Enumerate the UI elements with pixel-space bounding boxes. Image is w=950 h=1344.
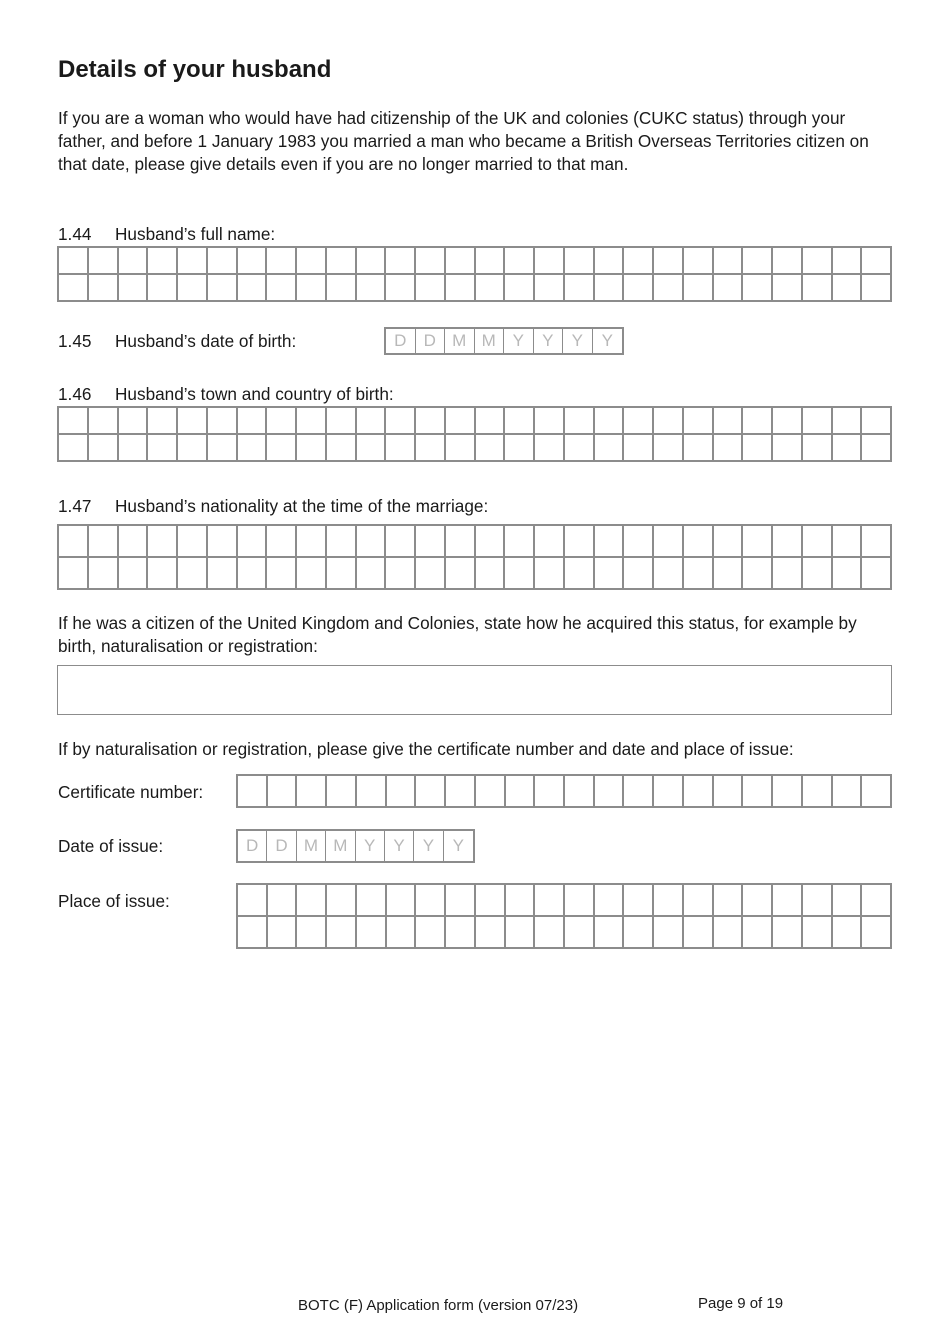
char-box[interactable] (803, 435, 833, 462)
char-box[interactable] (565, 558, 595, 590)
char-box[interactable] (238, 917, 268, 949)
date-of-issue-field[interactable] (236, 829, 475, 863)
char-box[interactable] (327, 275, 357, 302)
char-box[interactable] (506, 885, 536, 917)
char-box[interactable] (327, 408, 357, 435)
char-box[interactable] (119, 408, 149, 435)
char-box[interactable] (267, 526, 297, 558)
char-box[interactable] (386, 408, 416, 435)
char-box[interactable] (476, 248, 506, 275)
husband-nationality-field[interactable] (57, 524, 892, 590)
char-box[interactable] (416, 275, 446, 302)
char-box[interactable] (565, 526, 595, 558)
char-box[interactable] (208, 408, 238, 435)
char-box[interactable] (714, 408, 744, 435)
char-box[interactable] (595, 526, 625, 558)
char-box[interactable] (386, 275, 416, 302)
char-box[interactable] (119, 558, 149, 590)
char-box[interactable] (565, 275, 595, 302)
char-box[interactable] (59, 248, 89, 275)
footer-page-number: Page 9 of 19 (698, 1295, 784, 1312)
char-box[interactable] (684, 248, 714, 275)
char-box[interactable] (565, 776, 595, 808)
char-box[interactable] (119, 275, 149, 302)
char-box[interactable] (119, 526, 149, 558)
q144-number: 1.44 (58, 224, 92, 244)
char-box[interactable] (89, 275, 119, 302)
char-box[interactable] (565, 435, 595, 462)
char-box[interactable] (654, 885, 684, 917)
char-box[interactable] (386, 526, 416, 558)
char-box[interactable] (208, 248, 238, 275)
char-box[interactable] (148, 526, 178, 558)
char-box[interactable] (148, 558, 178, 590)
char-box[interactable] (743, 558, 773, 590)
date-cell[interactable]: Y (385, 831, 414, 861)
char-box[interactable] (238, 526, 268, 558)
char-box[interactable] (624, 885, 654, 917)
char-box[interactable] (267, 408, 297, 435)
char-box[interactable] (624, 558, 654, 590)
char-box[interactable] (416, 885, 446, 917)
char-box[interactable] (148, 275, 178, 302)
char-box[interactable] (416, 917, 446, 949)
char-box[interactable] (684, 885, 714, 917)
char-box[interactable] (862, 776, 892, 808)
char-box[interactable] (505, 526, 535, 558)
char-box[interactable] (535, 408, 565, 435)
char-box[interactable] (416, 776, 446, 808)
char-box[interactable] (565, 885, 595, 917)
char-box[interactable] (357, 275, 387, 302)
char-box[interactable] (803, 408, 833, 435)
char-box[interactable] (743, 408, 773, 435)
intro-paragraph: If you are a woman who would have had citizenship of the UK and colonies (CUKC status) through your father, and before 1 January 1983 you married a man who became a British Overseas Territories citizen on that date, please give details even if you are no longer married to that man. (58, 108, 869, 174)
char-box[interactable] (297, 917, 327, 949)
char-box[interactable] (268, 885, 298, 917)
char-box[interactable] (505, 248, 535, 275)
char-box[interactable] (297, 526, 327, 558)
char-box[interactable] (803, 776, 833, 808)
char-box[interactable] (684, 917, 714, 949)
cukc-question: If he was a citizen of the United Kingdom and Colonies, state how he acquired this status, for example by birth, naturalisation or registration: (58, 613, 857, 656)
char-box[interactable] (178, 408, 208, 435)
char-box[interactable] (684, 776, 714, 808)
date-cell[interactable]: M (445, 329, 475, 353)
char-box[interactable] (238, 435, 268, 462)
char-box[interactable] (595, 408, 625, 435)
char-box[interactable] (297, 776, 327, 808)
char-box[interactable] (595, 776, 625, 808)
char-box[interactable] (178, 248, 208, 275)
char-box[interactable] (565, 248, 595, 275)
char-box[interactable] (506, 917, 536, 949)
char-box[interactable] (357, 558, 387, 590)
date-cell[interactable]: Y (601, 331, 613, 350)
char-box[interactable] (208, 558, 238, 590)
char-box[interactable] (535, 435, 565, 462)
char-box[interactable] (387, 885, 417, 917)
char-box[interactable] (357, 248, 387, 275)
char-box[interactable] (327, 558, 357, 590)
char-box[interactable] (416, 408, 446, 435)
date-cell[interactable]: M (326, 831, 355, 861)
certificate-intro: If by naturalisation or registration, please give the certificate number and date and place of issue: (58, 739, 794, 759)
char-box[interactable] (505, 558, 535, 590)
char-box[interactable] (416, 248, 446, 275)
char-box[interactable] (119, 248, 149, 275)
char-box[interactable] (624, 408, 654, 435)
char-box[interactable] (535, 885, 565, 917)
char-box[interactable] (535, 275, 565, 302)
char-box[interactable] (387, 917, 417, 949)
char-box[interactable] (476, 776, 506, 808)
q147-label (58, 496, 488, 516)
char-box[interactable] (446, 408, 476, 435)
char-box[interactable] (476, 435, 506, 462)
q147-number: 1.47 (58, 496, 92, 516)
char-box[interactable] (416, 526, 446, 558)
char-box[interactable] (862, 248, 892, 275)
char-box[interactable] (208, 275, 238, 302)
char-box[interactable] (148, 408, 178, 435)
place-of-issue-label: Place of issue: (58, 891, 170, 911)
q146-label (58, 384, 394, 404)
char-box[interactable] (446, 917, 476, 949)
char-box[interactable] (268, 917, 298, 949)
char-box[interactable] (803, 558, 833, 590)
char-box[interactable] (446, 435, 476, 462)
date-cell[interactable]: Y (534, 329, 564, 353)
date-cell[interactable]: D (267, 831, 296, 861)
char-box[interactable] (238, 275, 268, 302)
char-box[interactable] (595, 248, 625, 275)
char-box[interactable] (595, 558, 625, 590)
date-cell[interactable]: M (297, 831, 326, 861)
q144-text: Husband’s full name: (115, 224, 276, 244)
date-cell[interactable]: Y (452, 836, 464, 855)
char-box[interactable] (743, 248, 773, 275)
cukc-acquisition-field[interactable] (57, 665, 892, 715)
char-box[interactable] (327, 776, 357, 808)
char-box[interactable] (476, 885, 506, 917)
char-box[interactable] (505, 435, 535, 462)
char-box[interactable] (505, 275, 535, 302)
footer-form-name: BOTC (F) Application form (version 07/23) (298, 1297, 579, 1314)
char-box[interactable] (89, 435, 119, 462)
char-box[interactable] (565, 408, 595, 435)
char-box[interactable] (386, 248, 416, 275)
date-cell[interactable]: Y (414, 831, 443, 861)
char-box[interactable] (862, 526, 892, 558)
char-box[interactable] (148, 435, 178, 462)
char-box[interactable] (803, 248, 833, 275)
char-box[interactable] (654, 526, 684, 558)
char-box[interactable] (148, 248, 178, 275)
q147-text: Husband’s nationality at the time of the marriage: (115, 496, 489, 516)
char-box[interactable] (624, 776, 654, 808)
char-box[interactable] (803, 526, 833, 558)
char-box[interactable] (862, 408, 892, 435)
char-box[interactable] (714, 917, 744, 949)
char-box[interactable] (862, 917, 892, 949)
char-box[interactable] (862, 885, 892, 917)
char-box[interactable] (59, 526, 89, 558)
date-cell[interactable]: Y (563, 329, 593, 353)
char-box[interactable] (624, 435, 654, 462)
char-box[interactable] (595, 275, 625, 302)
char-box[interactable] (59, 408, 89, 435)
char-box[interactable] (773, 526, 803, 558)
char-box[interactable] (595, 917, 625, 949)
char-box[interactable] (684, 526, 714, 558)
char-box[interactable] (773, 776, 803, 808)
char-box[interactable] (862, 275, 892, 302)
char-box[interactable] (714, 275, 744, 302)
char-box[interactable] (446, 275, 476, 302)
char-box[interactable] (773, 558, 803, 590)
char-box[interactable] (773, 275, 803, 302)
char-box[interactable] (476, 917, 506, 949)
char-box[interactable] (59, 558, 89, 590)
date-cell[interactable]: D (416, 329, 446, 353)
char-box[interactable] (238, 776, 268, 808)
q145-number: 1.45 (58, 331, 92, 351)
char-box[interactable] (773, 248, 803, 275)
char-box[interactable] (654, 435, 684, 462)
char-box[interactable] (59, 435, 89, 462)
char-box[interactable] (208, 526, 238, 558)
char-box[interactable] (297, 558, 327, 590)
char-box[interactable] (654, 558, 684, 590)
char-box[interactable] (684, 275, 714, 302)
char-box[interactable] (327, 526, 357, 558)
char-box[interactable] (446, 776, 476, 808)
char-box[interactable] (89, 248, 119, 275)
char-box[interactable] (595, 435, 625, 462)
char-box[interactable] (624, 248, 654, 275)
char-box[interactable] (743, 917, 773, 949)
char-box[interactable] (803, 917, 833, 949)
date-cell[interactable]: Y (356, 831, 385, 861)
char-box[interactable] (476, 408, 506, 435)
char-box[interactable] (833, 526, 863, 558)
char-box[interactable] (89, 408, 119, 435)
char-box[interactable] (446, 248, 476, 275)
char-box[interactable] (743, 776, 773, 808)
char-box[interactable] (119, 435, 149, 462)
char-box[interactable] (535, 917, 565, 949)
char-box[interactable] (535, 776, 565, 808)
char-box[interactable] (386, 558, 416, 590)
date-cell[interactable]: D (386, 329, 416, 353)
char-box[interactable] (743, 275, 773, 302)
char-box[interactable] (624, 275, 654, 302)
char-box[interactable] (654, 776, 684, 808)
char-box[interactable] (238, 558, 268, 590)
char-box[interactable] (238, 248, 268, 275)
char-box[interactable] (327, 885, 357, 917)
char-box[interactable] (833, 275, 863, 302)
char-box[interactable] (357, 435, 387, 462)
char-box[interactable] (357, 408, 387, 435)
date-cell[interactable]: Y (504, 329, 534, 353)
char-box[interactable] (624, 526, 654, 558)
char-box[interactable] (833, 885, 863, 917)
char-box[interactable] (178, 275, 208, 302)
char-box[interactable] (446, 885, 476, 917)
char-box[interactable] (773, 917, 803, 949)
husband-full-name-field[interactable] (57, 246, 892, 302)
char-box[interactable] (178, 435, 208, 462)
char-box[interactable] (476, 558, 506, 590)
char-box[interactable] (684, 558, 714, 590)
husband-dob-field[interactable] (384, 327, 624, 355)
char-box[interactable] (714, 776, 744, 808)
char-box[interactable] (267, 248, 297, 275)
q146-text: Husband’s town and country of birth: (115, 384, 394, 404)
char-box[interactable] (416, 558, 446, 590)
char-box[interactable] (476, 526, 506, 558)
char-box[interactable] (743, 435, 773, 462)
char-box[interactable] (684, 435, 714, 462)
char-box[interactable] (714, 558, 744, 590)
char-box[interactable] (535, 558, 565, 590)
char-box[interactable] (357, 776, 387, 808)
q145-text: Husband’s date of birth: (115, 331, 297, 351)
char-box[interactable] (803, 885, 833, 917)
char-box[interactable] (535, 526, 565, 558)
char-box[interactable] (446, 526, 476, 558)
char-box[interactable] (267, 435, 297, 462)
char-box[interactable] (743, 885, 773, 917)
husband-birthplace-field[interactable] (57, 406, 892, 462)
place-of-issue-field[interactable] (236, 883, 892, 949)
char-box[interactable] (267, 558, 297, 590)
char-box[interactable] (862, 558, 892, 590)
char-box[interactable] (297, 408, 327, 435)
char-box[interactable] (178, 526, 208, 558)
char-box[interactable] (238, 408, 268, 435)
char-box[interactable] (357, 917, 387, 949)
char-box[interactable] (833, 917, 863, 949)
date-cell[interactable]: M (475, 329, 505, 353)
char-box[interactable] (386, 435, 416, 462)
char-box[interactable] (297, 885, 327, 917)
char-box[interactable] (59, 275, 89, 302)
date-cell[interactable]: D (238, 831, 267, 861)
char-box[interactable] (833, 776, 863, 808)
char-box[interactable] (803, 275, 833, 302)
char-box[interactable] (833, 435, 863, 462)
char-box[interactable] (297, 248, 327, 275)
char-box[interactable] (327, 248, 357, 275)
certificate-number-label: Certificate number: (58, 782, 204, 802)
certificate-number-field[interactable] (236, 774, 892, 808)
char-box[interactable] (297, 435, 327, 462)
char-box[interactable] (89, 558, 119, 590)
char-box[interactable] (327, 917, 357, 949)
char-box[interactable] (862, 435, 892, 462)
char-box[interactable] (327, 435, 357, 462)
char-box[interactable] (238, 885, 268, 917)
char-box[interactable] (654, 408, 684, 435)
q144-label (58, 224, 275, 244)
char-box[interactable] (595, 885, 625, 917)
char-box[interactable] (773, 885, 803, 917)
char-box[interactable] (654, 275, 684, 302)
char-box[interactable] (208, 435, 238, 462)
char-box[interactable] (297, 275, 327, 302)
char-box[interactable] (654, 248, 684, 275)
char-box[interactable] (714, 248, 744, 275)
char-box[interactable] (654, 917, 684, 949)
page-title: Details of your husband (58, 56, 332, 83)
char-box[interactable] (357, 885, 387, 917)
char-box[interactable] (684, 408, 714, 435)
char-box[interactable] (833, 558, 863, 590)
char-box[interactable] (89, 526, 119, 558)
char-box[interactable] (178, 558, 208, 590)
char-box[interactable] (416, 435, 446, 462)
char-box[interactable] (357, 526, 387, 558)
char-box[interactable] (773, 435, 803, 462)
q146-number: 1.46 (58, 384, 92, 404)
char-box[interactable] (505, 408, 535, 435)
char-box[interactable] (714, 526, 744, 558)
char-box[interactable] (833, 248, 863, 275)
char-box[interactable] (714, 435, 744, 462)
char-box[interactable] (714, 885, 744, 917)
char-box[interactable] (535, 248, 565, 275)
char-box[interactable] (624, 917, 654, 949)
char-box[interactable] (506, 776, 536, 808)
q145-label (58, 331, 296, 351)
char-box[interactable] (267, 275, 297, 302)
char-box[interactable] (773, 408, 803, 435)
char-box[interactable] (476, 275, 506, 302)
char-box[interactable] (446, 558, 476, 590)
date-of-issue-label: Date of issue: (58, 836, 164, 856)
char-box[interactable] (387, 776, 417, 808)
char-box[interactable] (743, 526, 773, 558)
char-box[interactable] (833, 408, 863, 435)
char-box[interactable] (565, 917, 595, 949)
char-box[interactable] (268, 776, 298, 808)
